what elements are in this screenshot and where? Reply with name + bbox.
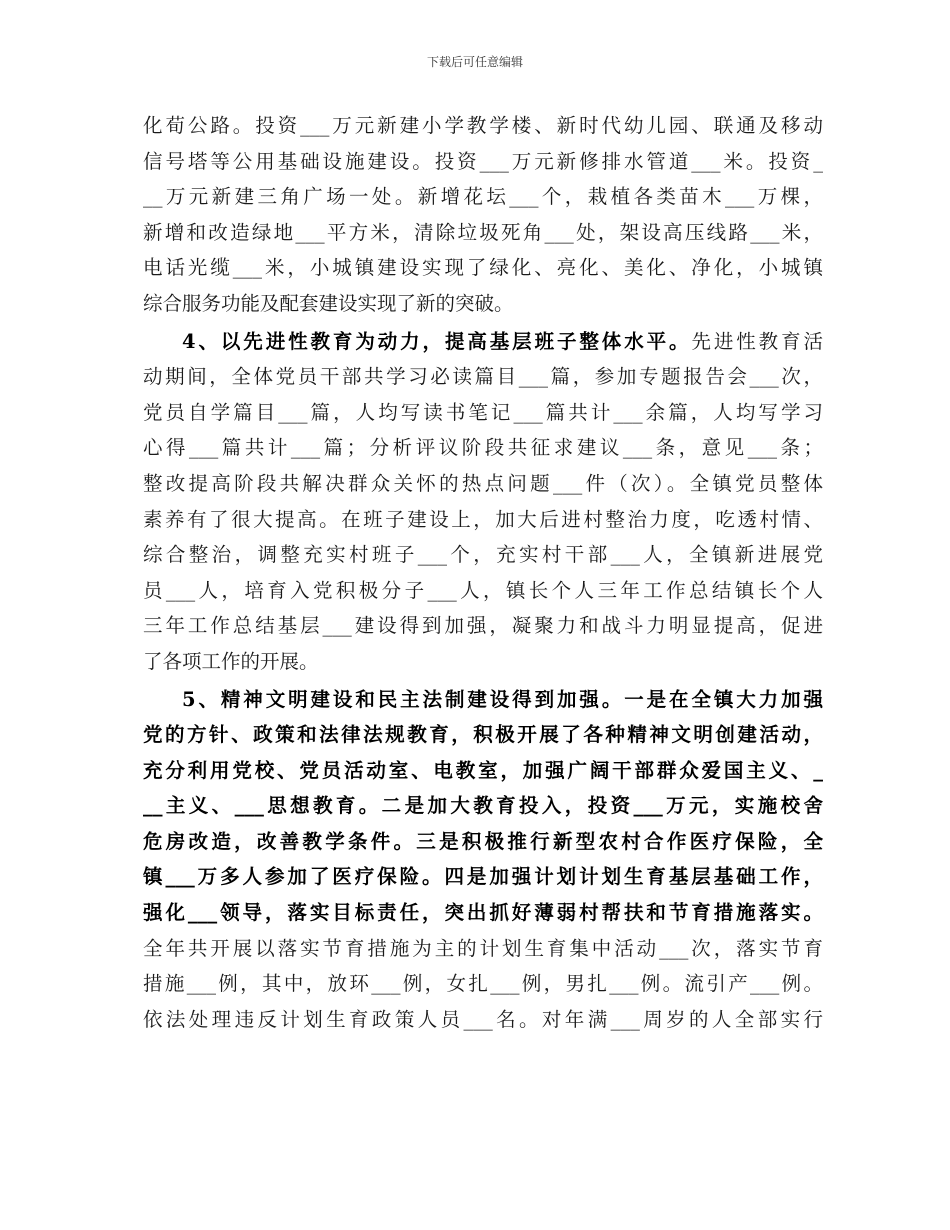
paragraph-1 [143,108,823,322]
bold-text-line: 5、精神文明建设和民主法制建设得到加强。一是在全镇大力加强 [182,687,823,711]
text-line: __万元新建三角广场一处。新增花坛___个，栽植各类苗木___万棵， [143,185,823,209]
text-line: 综合整治，调整充实村班子___个，充实村干部___人，全镇新进展党 [143,543,823,567]
text-line: 动期间，全体党员干部共学习必读篇目___篇，参加专题报告会___次， [143,365,823,389]
section-heading: 4、以先进性教育为动力，提高基层班子整体水平。 [182,329,692,353]
paragraph-3 [143,682,823,1038]
bold-text-line: 党的方针、政策和法律法规教育，积极开展了各种精神文明创建活动， [143,723,823,747]
text-line: 全年共开展以落实节育措施为主的计划生育集中活动___次，落实节育 [143,936,823,960]
document-body [143,108,823,1037]
paragraph-2 [143,324,823,680]
bold-text-line: 强化___领导，落实目标责任，突出抓好薄弱村帮扶和节育措施落实。 [143,901,823,925]
text-line: 员___人，培育入党积极分子___人，镇长个人三年工作总结镇长个人 [143,578,823,602]
text-line: 党员自学篇目___篇，人均写读书笔记___篇共计___余篇，人均写学习 [143,400,823,424]
text-line: 了各项工作的开展。 [143,649,319,673]
bold-text-line: 充分利用党校、党员活动室、电教室，加强广阔干部群众爱国主义、_ [143,758,823,782]
bold-text-line: 危房改造，改善教学条件。三是积极推行新型农村合作医疗保险，全 [143,829,823,853]
text-line: 三年工作总结基层___建设得到加强，凝聚力和战斗力明显提高，促进 [143,614,823,638]
text-line: 电话光缆___米，小城镇建设实现了绿化、亮化、美化、净化，小城镇 [143,256,823,280]
text-line [143,324,823,360]
bold-text-line: __主义、___思想教育。二是加大教育投入，投资___万元，实施校舍 [143,794,823,818]
text-line: 新增和改造绿地___平方米，清除垃圾死角___处，架设高压线路___米， [143,220,823,244]
text-line: 化荀公路。投资___万元新建小学教学楼、新时代幼儿园、联通及移动 [143,114,823,137]
page-header: 下载后可任意编辑 [426,55,523,69]
text-line: 措施___例，其中，放环___例，女扎___例，男扎___例。流引产___例。 [143,972,823,996]
text-span: 先进性教育活 [691,329,823,353]
text-line: 整改提高阶段共解决群众关怀的热点问题___件（次）。全镇党员整体 [143,471,823,495]
text-line: 综合服务功能及配套建设实现了新的突破。 [143,291,514,315]
bold-text-line: 镇___万多人参加了医疗保险。四是加强计划计划生育基层基础工作， [143,865,823,889]
text-line: 信号塔等公用基础设施建设。投资___万元新修排水管道___米。投资_ [143,149,823,173]
text-line: 心得___篇共计___篇；分析评议阶段共征求建议___条，意见___条； [143,436,823,460]
text-line: 素养有了很大提高。在班子建设上，加大后进村整治力度，吃透村情、 [143,507,823,531]
text-line: 依法处理违反计划生育政策人员___名。对年满___周岁的人全部实行 [143,1007,823,1031]
